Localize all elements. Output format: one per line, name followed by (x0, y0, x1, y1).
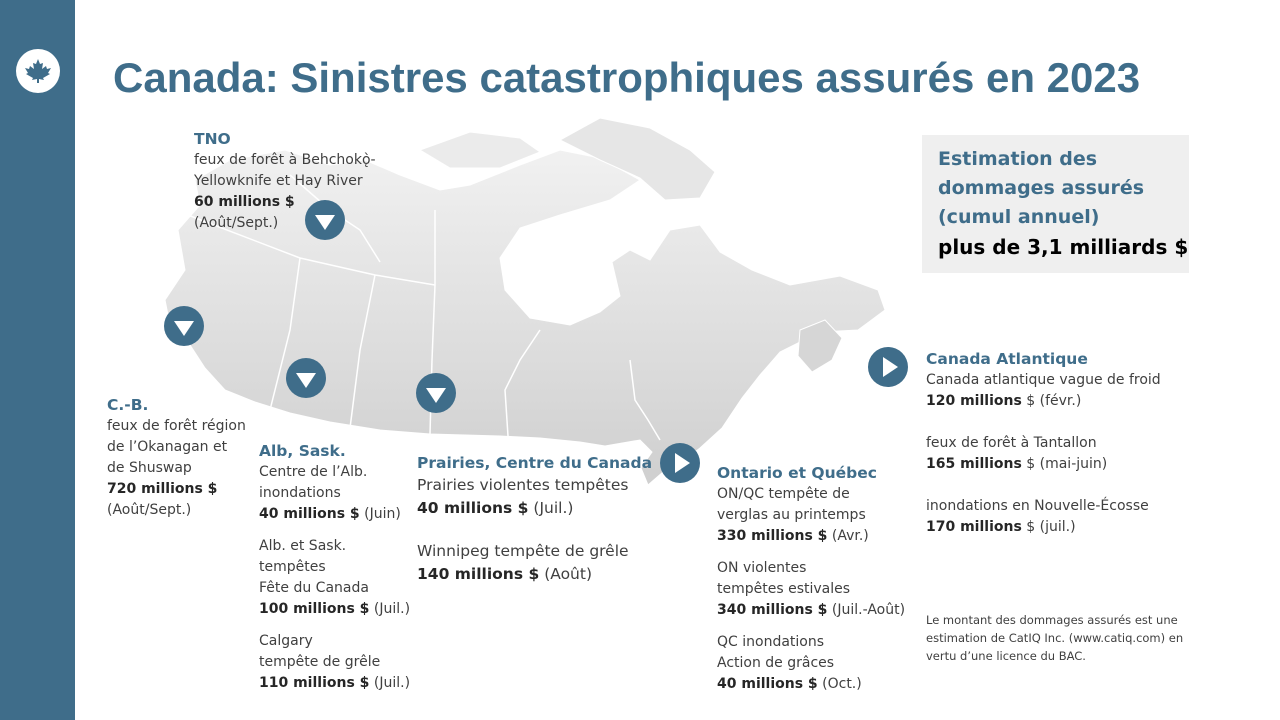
marker-prairies[interactable] (416, 373, 456, 413)
ab-sk-event-1-amount: 40 millions $ (259, 506, 360, 522)
ab-sk-event-1-date: (Juin) (364, 506, 401, 522)
region-on-qc-name: Ontario et Québec (717, 464, 877, 482)
region-tno-desc-2: Yellowknife et Hay River (194, 173, 363, 189)
region-bc-date: (Août/Sept.) (107, 502, 192, 518)
region-tno-desc-1: feux de forêt à Behchokǫ̀- (194, 152, 376, 168)
region-prairies-name: Prairies, Centre du Canada (417, 454, 653, 472)
ab-sk-event-1-line-1: Centre de l’Alb. (259, 464, 368, 480)
region-atlantic-name: Canada Atlantique (926, 350, 1088, 368)
page-title: Canada: Sinistres catastrophiques assurés en 2023 (113, 54, 1141, 101)
region-tno-amount: 60 millions $ (194, 194, 295, 210)
region-bc (107, 394, 246, 521)
region-ontario-quebec (717, 462, 905, 695)
prairies-event-2-amount: 140 millions $ (417, 565, 540, 583)
on-qc-event-2-line-1: ON violentes (717, 560, 807, 576)
region-tno-name: TNO (194, 130, 231, 148)
ab-sk-event-3-line-2: tempête de grêle (259, 654, 381, 670)
on-qc-event-2-amount: 340 millions $ (717, 602, 828, 618)
prairies-event-1-amount: 40 millions $ (417, 499, 529, 517)
ab-sk-event-2-line-2: tempêtes (259, 559, 326, 575)
triangle-right-icon (883, 357, 898, 377)
marker-bc[interactable] (164, 306, 204, 346)
footnote: Le montant des dommages assurés est une estimation de CatIQ Inc. (www.catiq.com) en vertu d’une licence du BAC. (926, 613, 1184, 663)
on-qc-event-1-line-1: ON/QC tempête de (717, 486, 850, 502)
region-bc-name: C.-B. (107, 396, 149, 414)
region-ab-sk-name: Alb, Sask. (259, 442, 346, 460)
ab-sk-event-1-line-2: inondations (259, 485, 341, 501)
prairies-event-1-date: (Juil.) (533, 499, 574, 517)
ab-sk-event-3-amount: 110 millions $ (259, 675, 370, 691)
atlantic-event-1-amount: 120 millions (926, 393, 1022, 409)
atlantic-event-2-date: $ (mai-juin) (1026, 456, 1108, 472)
marker-ontario-quebec[interactable] (660, 443, 700, 483)
on-qc-event-3-line-2: Action de grâces (717, 655, 835, 671)
on-qc-event-3-line-1: QC inondations (717, 634, 825, 650)
on-qc-event-1-date: (Avr.) (831, 528, 869, 544)
on-qc-event-2-line-2: tempêtes estivales (717, 581, 851, 597)
ab-sk-event-2-line-3: Fête du Canada (259, 580, 369, 596)
atlantic-event-3-amount: 170 millions (926, 519, 1022, 535)
region-bc-desc-1: feux de forêt région (107, 418, 246, 434)
triangle-down-icon (296, 373, 316, 388)
prairies-event-1-line-1: Prairies violentes tempêtes (417, 476, 629, 494)
triangle-down-icon (174, 321, 194, 336)
estimate-value: plus de 3,1 milliards $ (938, 235, 1189, 259)
ab-sk-event-3-line-1: Calgary (259, 633, 313, 649)
region-tno-date: (Août/Sept.) (194, 215, 279, 231)
on-qc-event-1-line-2: verglas au printemps (717, 507, 866, 523)
marker-atlantic[interactable] (868, 347, 908, 387)
atlantic-event-1-line-1: Canada atlantique vague de froid (926, 372, 1161, 388)
atlantic-event-3-line-1: inondations en Nouvelle-Écosse (926, 498, 1149, 514)
region-bc-amount: 720 millions $ (107, 481, 218, 497)
arctic-island (420, 132, 540, 168)
region-atlantic (926, 348, 1161, 538)
ab-sk-event-2-line-1: Alb. et Sask. (259, 538, 347, 554)
ab-sk-event-3-date: (Juil.) (373, 675, 411, 691)
on-qc-event-1-amount: 330 millions $ (717, 528, 828, 544)
triangle-down-icon (426, 388, 446, 403)
ab-sk-event-2-amount: 100 millions $ (259, 601, 370, 617)
atlantic-event-2-line-1: feux de forêt à Tantallon (926, 435, 1097, 451)
estimate-box (922, 135, 1189, 273)
region-bc-desc-3: de Shuswap (107, 460, 192, 476)
prairies-event-2-line-1: Winnipeg tempête de grêle (417, 542, 629, 560)
atlantic-event-3-date: $ (juil.) (1026, 519, 1076, 535)
estimate-label: Estimation des dommages assurés (cumul annuel) (938, 148, 1145, 228)
on-qc-event-3-amount: 40 millions $ (717, 676, 818, 692)
atlantic-event-1-date: $ (févr.) (1026, 393, 1082, 409)
atlantic-event-2-amount: 165 millions (926, 456, 1022, 472)
on-qc-event-3-date: (Oct.) (822, 676, 862, 692)
triangle-right-icon (675, 453, 690, 473)
region-tno (194, 128, 376, 234)
on-qc-event-2-date: (Juil.-Août) (831, 602, 906, 618)
prairies-event-2-date: (Août) (544, 565, 592, 583)
region-ab-sk (259, 440, 410, 694)
region-bc-desc-2: de l’Okanagan et (107, 439, 228, 455)
region-prairies (417, 452, 652, 586)
ab-sk-event-2-date: (Juil.) (373, 601, 411, 617)
marker-alberta[interactable] (286, 358, 326, 398)
